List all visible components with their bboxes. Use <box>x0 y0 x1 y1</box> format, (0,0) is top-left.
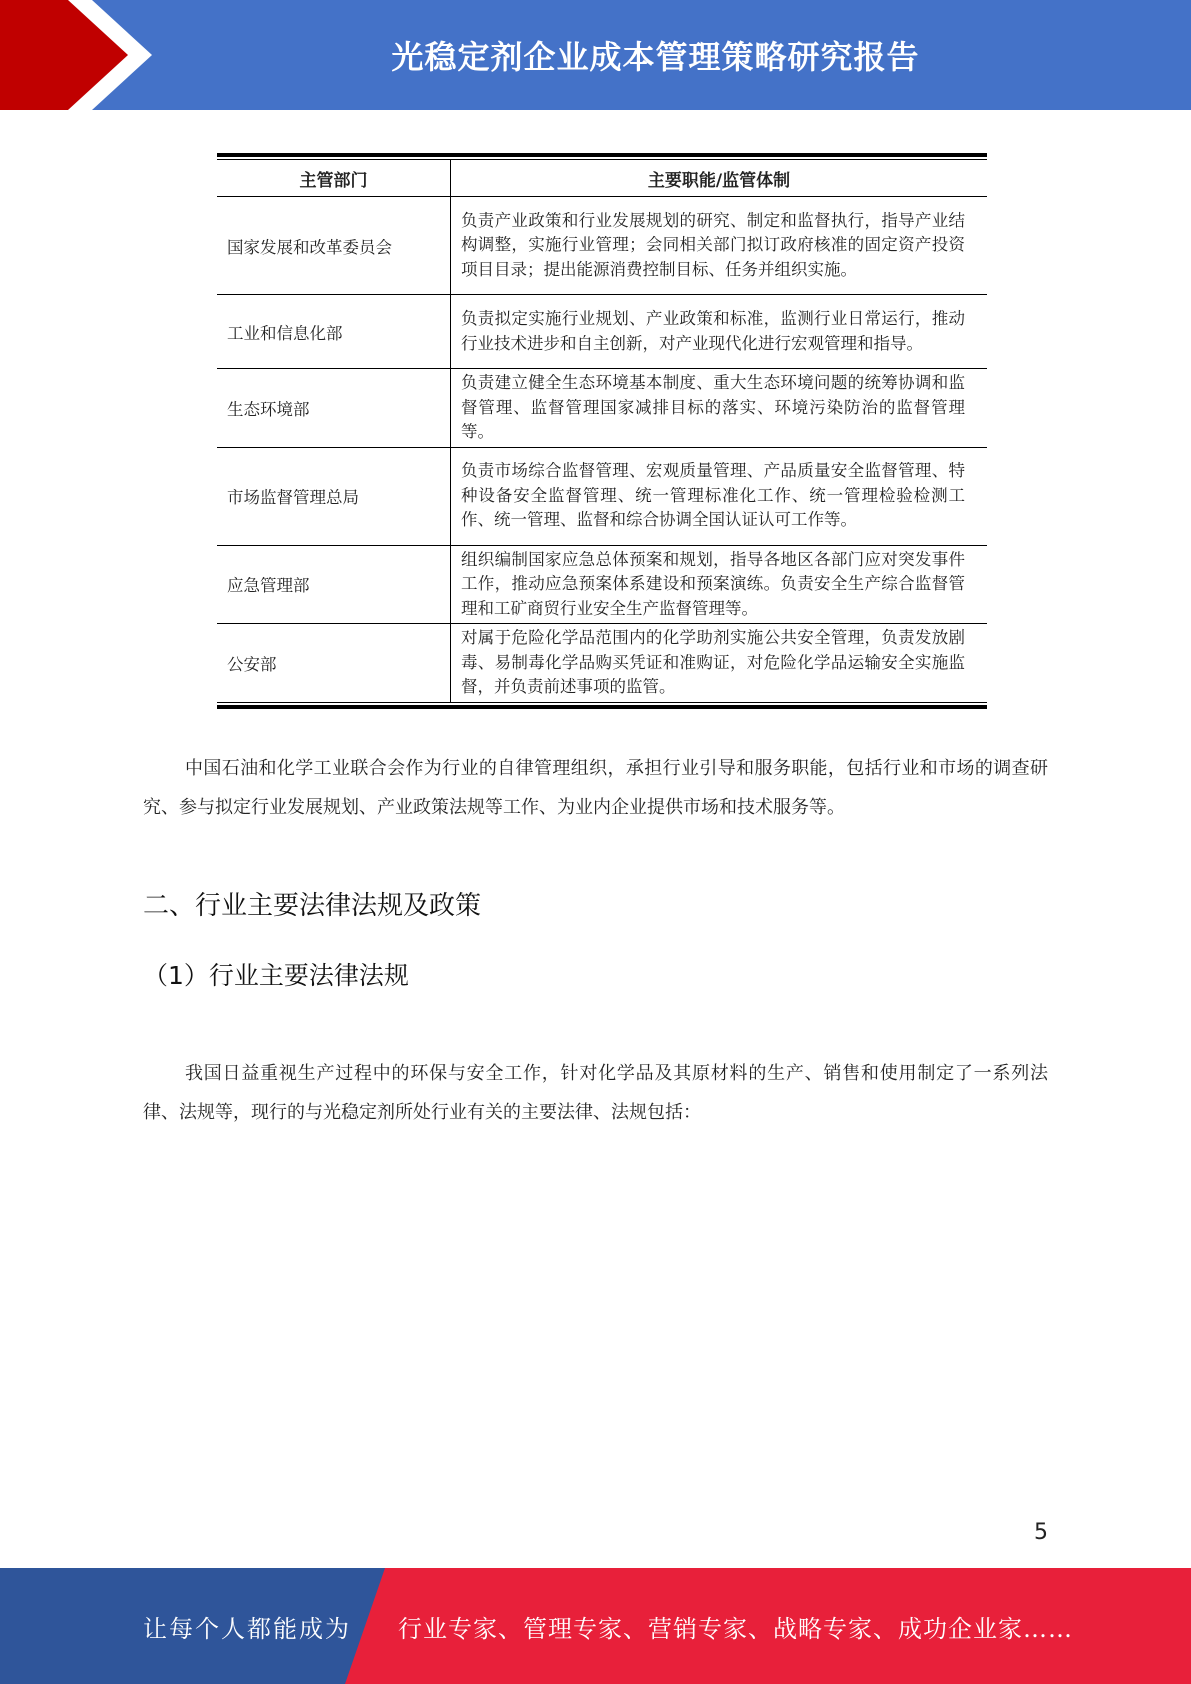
duty-cell: 负责拟定实施行业规划、产业政策和标准，监测行业日常运行，推动行业技术进步和自主创新，对产业现代化进行宏观管理和指导。 <box>451 295 988 369</box>
table-row <box>217 197 987 295</box>
duty-cell: 负责产业政策和行业发展规划的研究、制定和监督执行，指导产业结构调整，实施行业管理；会同相关部门拟订政府核准的固定资产投资项目目录；提出能源消费控制目标、任务并组织实施。 <box>451 197 988 295</box>
regulator-table <box>217 153 987 709</box>
dept-cell: 公安部 <box>217 624 451 702</box>
dept-cell: 国家发展和改革委员会 <box>217 197 451 295</box>
footer-slogan-right: 行业专家、管理专家、营销专家、战略专家、成功企业家…… <box>398 1614 1073 1643</box>
table-bottom-rule <box>217 705 987 709</box>
header-banner <box>0 0 1191 110</box>
paragraph-laws-intro: 我国日益重视生产过程中的环保与安全工作，针对化学品及其原材料的生产、销售和使用制定了一系列法律、法规等，现行的与光稳定剂所处行业有关的主要法律、法规包括： <box>143 1063 1048 1123</box>
table-bottom-rule-thin <box>217 702 987 703</box>
footer-banner <box>0 1568 1191 1684</box>
page-title: 光稳定剂企业成本管理策略研究报告 <box>391 38 920 76</box>
table-row <box>217 447 987 545</box>
table-header-row <box>217 160 987 197</box>
column-header-duty: 主要职能/监管体制 <box>451 160 988 197</box>
dept-cell: 生态环境部 <box>217 369 451 448</box>
table-top-rule <box>217 153 987 157</box>
table-row <box>217 369 987 448</box>
page-number: 5 <box>1034 1520 1048 1545</box>
dept-cell: 工业和信息化部 <box>217 295 451 369</box>
dept-cell: 市场监督管理总局 <box>217 447 451 545</box>
section-heading: 二、行业主要法律法规及政策 <box>143 891 482 921</box>
red-chevron-decoration <box>0 0 170 110</box>
duty-cell: 负责市场综合监督管理、宏观质量管理、产品质量安全监督管理、特种设备安全监督管理、统一管理标准化工作、统一管理检验检测工作、统一管理、监督和综合协调全国认证认可工作等。 <box>451 447 988 545</box>
duty-cell: 负责建立健全生态环境基本制度、重大生态环境问题的统筹协调和监督管理、监督管理国家减排目标的落实、环境污染防治的监督管理等。 <box>451 369 988 448</box>
table-row <box>217 295 987 369</box>
duty-cell: 组织编制国家应急总体预案和规划，指导各地区各部门应对突发事件工作，推动应急预案体系建设和预案演练。负责安全生产综合监督管理和工矿商贸行业安全生产监督管理等。 <box>451 545 988 624</box>
paragraph-industry-association: 中国石油和化学工业联合会作为行业的自律管理组织，承担行业引导和服务职能，包括行业和市场的调查研究、参与拟定行业发展规划、产业政策法规等工作、为业内企业提供市场和技术服务等。 <box>143 758 1048 818</box>
duty-cell: 对属于危险化学品范围内的化学助剂实施公共安全管理，负责发放剧毒、易制毒化学品购买凭证和准购证，对危险化学品运输安全实施监督，并负责前述事项的监管。 <box>461 628 965 696</box>
column-header-dept: 主管部门 <box>217 160 451 197</box>
table-row <box>217 624 987 702</box>
dept-cell: 应急管理部 <box>217 545 451 624</box>
subsection-heading: （1）行业主要法律法规 <box>143 961 409 990</box>
footer-slogan-left: 让每个人都能成为 <box>143 1614 351 1643</box>
table-row <box>217 545 987 624</box>
